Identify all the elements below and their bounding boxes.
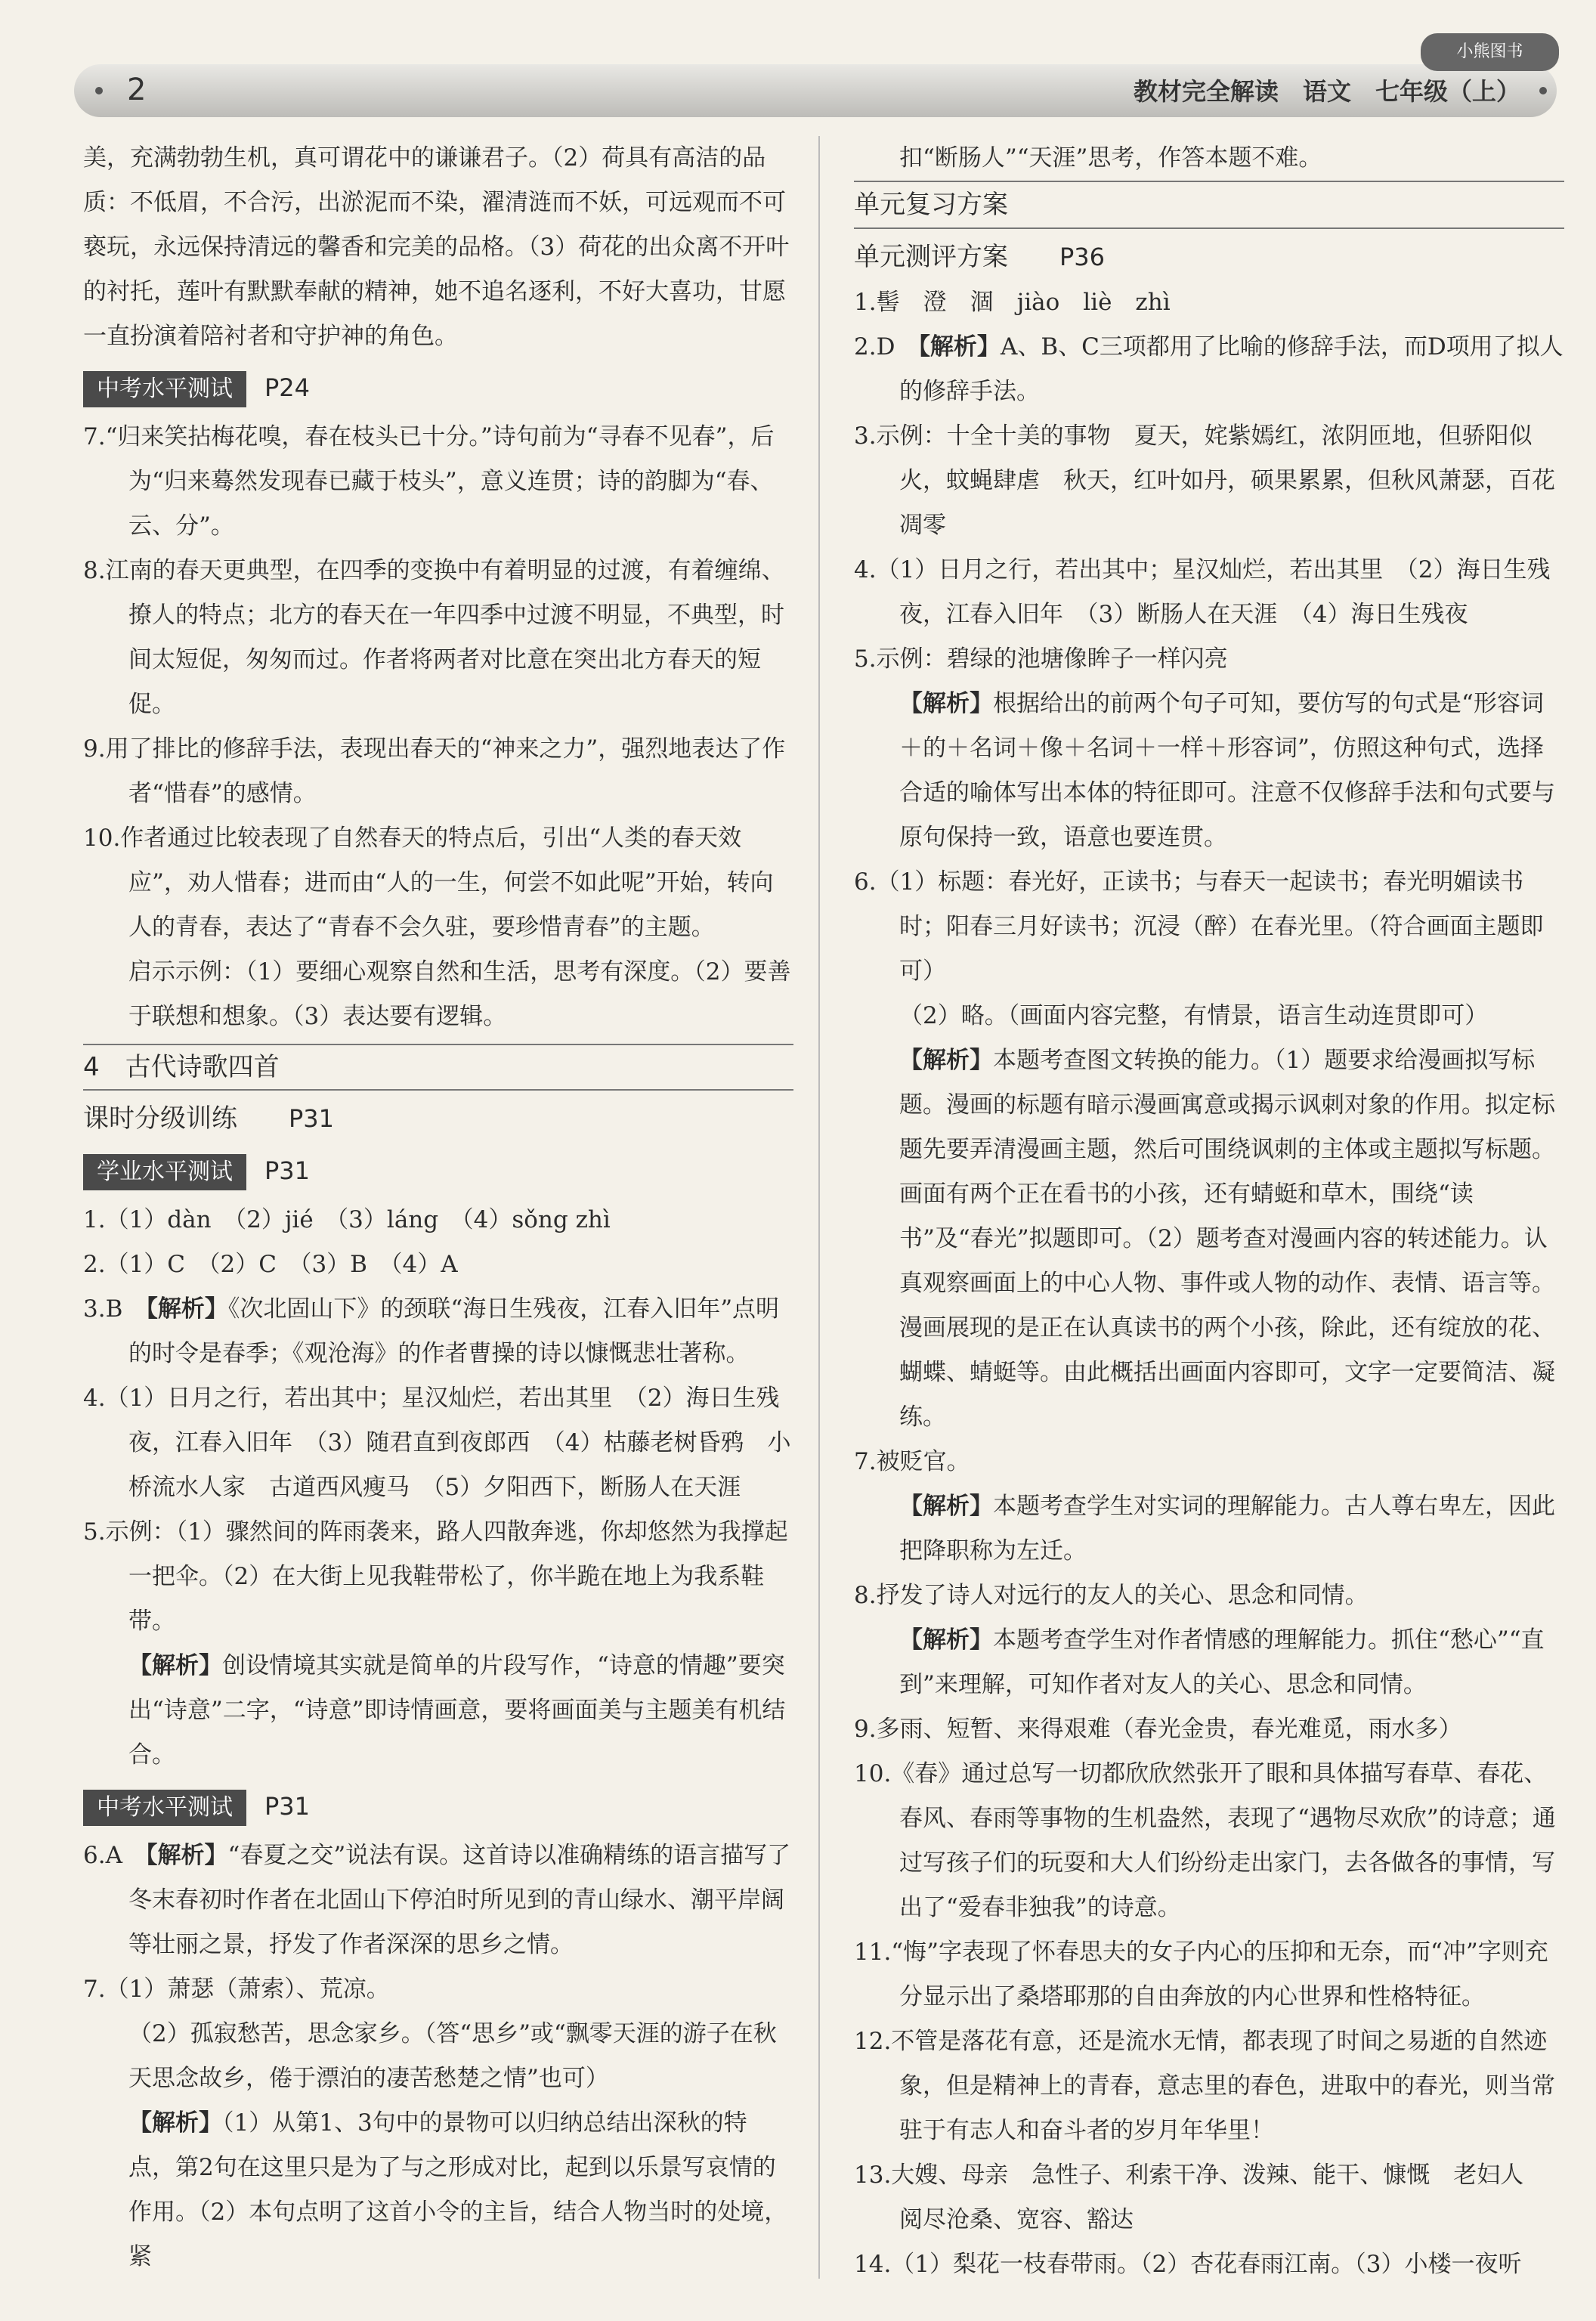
- analysis-paragraph: [83, 2101, 793, 2279]
- analysis-text: 创设情境其实就是简单的片段写作，“诗意的情趣”要突出“诗意”二字，“诗意”即诗情画意，要将画面美与主题美有机结合。: [128, 1652, 786, 1769]
- analysis-tag: 【解析】: [899, 1493, 993, 1520]
- unit-test-header: [854, 234, 1564, 280]
- lesson-title: 4 古代诗歌四首: [83, 1044, 793, 1091]
- analysis-paragraph: [83, 1644, 793, 1778]
- answer-item: 10.作者通过比较表现了自然春天的特点后，引出“人类的春天效应”，劝人惜春；进而由“人的一生，何尝不如此呢”开始，转向人的青春，表达了“青春不会久驻，要珍惜青春”的主题。: [83, 825, 774, 941]
- analysis-text: 本题考查学生对作者情感的理解能力。抓住“愁心”“直到”来理解，可知作者对友人的关心、思念和同情。: [899, 1626, 1545, 1698]
- analysis-text: 本题考查图文转换的能力。（1）题要求给漫画拟写标题。漫画的标题有暗示漫画寓意或揭示讽刺对象的作用。拟定标题先要弄清漫画主题，然后可围绕讽刺的主体或主题拟写标题。画面有两个正在看书的小孩，还有蜻蜓和草木，围绕“读书”及“春光”拟题即可。（2）题考查对漫画内容的转述能力。认真观察画面上的中心人物、事件或人物的动作、表情、语言等。漫画展现的是正在认真读书的两个小孩，除此，还有绽放的花、蝴蝶、蜻蜓等。由此概括出画面内容即可，文字一定要简洁、凝练。: [899, 1047, 1555, 1431]
- answer-item: 14.（1）梨花一枝春带雨。（2）杏花春雨江南。（3）小楼一夜听: [854, 2251, 1522, 2278]
- answer-item: 3.示例：十全十美的事物 夏天，姹紫嫣红，浓阴匝地，但骄阳似火，蚊蝇肆虐 秋天，红叶如丹，硕果累累，但秋风萧瑟，百花凋零: [854, 422, 1555, 539]
- analysis-tag: 【解析】: [128, 2109, 222, 2137]
- answer-continuation: （2）孤寂愁苦，思念家乡。（答“思乡”或“飘零天涯的游子在秋天思念故乡，倦于漂泊的凄苦愁楚之情”也可）: [128, 2020, 777, 2092]
- answer-item: 4.（1）日月之行，若出其中；星汉灿烂，若出其里 （2）海日生残夜，江春入旧年 （3）断肠人在天涯 （4）海日生残夜: [854, 556, 1551, 628]
- page-number: 2: [127, 73, 147, 107]
- column-divider: [818, 136, 820, 2279]
- analysis-text: 根据给出的前两个句子可知，要仿写的句式是“形容词＋的＋名词＋像＋名词＋一样＋形容词”，仿照这种句式，选择合适的喻体写出本体的特征即可。注意不仅修辞手法和句式要与原句保持一致，语意也要连贯。: [899, 690, 1555, 851]
- brand-logo: 小熊图书: [1421, 33, 1559, 71]
- section-page: P31: [264, 1792, 311, 1821]
- analysis-text: A、B、C三项都用了比喻的修辞手法，而D项用了拟人的修辞手法。: [899, 333, 1564, 405]
- section-header: [83, 365, 793, 410]
- analysis-tag: 【解析】: [128, 1652, 222, 1679]
- answer-head: 6.A: [83, 1842, 146, 1869]
- answer-continuation: 扣“断肠人”“天涯”思考，作答本题不难。: [899, 144, 1322, 172]
- answer-item: 2.（1）C （2）C （3）B （4）A: [83, 1251, 458, 1278]
- answer-item: 7.“归来笑拈梅花嗅，春在枝头已十分。”诗句前为“寻春不见春”，后为“归来蓦然发现春已藏于枝头”，意义连贯；诗的韵脚为“春、云、分”。: [83, 423, 775, 540]
- answer-item: 8.江南的春天更典型，在四季的变换中有着明显的过渡，有着缠绵、撩人的特点；北方的春天在一年四季中过渡不明显，不典型，时间太短促，匆匆而过。作者将两者对比意在突出北方春天的短促。: [83, 557, 785, 718]
- answer-continuation: （2）略。（画面内容完整，有情景，语言生动连贯即可）: [899, 1002, 1489, 1029]
- answer-item: 9.多雨、短暂、来得艰难（春光金贵，春光难觅，雨水多）: [854, 1716, 1462, 1743]
- analysis-text: 本题考查学生对实词的理解能力。古人尊右卑左，因此把降职称为左迁。: [899, 1493, 1555, 1564]
- analysis-paragraph: [854, 1618, 1564, 1707]
- analysis-paragraph: [854, 1038, 1564, 1440]
- answer-item: 1.髻 澄 涸 jiào liè zhì: [854, 289, 1171, 316]
- answer-item: 12.不管是落花有意，还是流水无情，都表现了时间之易逝的自然迹象，但是精神上的青春，意志里的春色，进取中的春光，则当常驻于有志人和奋斗者的岁月年华里！: [854, 2028, 1555, 2144]
- analysis-paragraph: [854, 682, 1564, 860]
- analysis-tag: 【解析】: [899, 1047, 993, 1074]
- training-label: 课时分级训练: [83, 1103, 237, 1134]
- intro-paragraph: 美，充满勃勃生机，真可谓花中的谦谦君子。（2）荷具有高洁的品质：不低眉，不合污，出淤泥而不染，濯清涟而不妖，可远观而不可亵玩，永远保持清远的馨香和完美的品格。（3）荷花的出众离不开叶的衬托，莲叶有默默奉献的精神，她不追名逐利，不好大喜功，甘愿一直扮演着陪衬者和守护神的角色。: [83, 144, 790, 350]
- answer-item: 7.被贬官。: [854, 1448, 970, 1475]
- answer-item: [83, 1287, 793, 1376]
- section-label: 中考水平测试: [83, 1790, 246, 1826]
- section-page: P24: [264, 373, 311, 402]
- unit-test-label: 单元测评方案: [854, 242, 1008, 272]
- section-label: 中考水平测试: [83, 371, 246, 407]
- unit-review-title: 单元复习方案: [854, 181, 1564, 229]
- analysis-tag: 【解析】: [918, 333, 1001, 361]
- answer-item: 5.示例：碧绿的池塘像眸子一样闪亮: [854, 645, 1228, 673]
- answer-item: 9.用了排比的修辞手法，表现出春天的“神来之力”，强烈地表达了作者“惜春”的感情。: [83, 735, 786, 807]
- training-header: [83, 1095, 793, 1142]
- analysis-text: （1）从第1、3句中的景物可以归纳总结出深秋的特点，第2句在这里只是为了与之形成对比，起到以乐景写哀情的作用。（2）本句点明了这首小令的主旨，结合人物当时的处境，紧: [128, 2109, 788, 2270]
- answer-item: 1.（1）dàn （2）jié （3）láng （4）sǒng zhì: [83, 1206, 611, 1233]
- analysis-tag: 【解析】: [899, 1626, 993, 1654]
- answer-head: 3.B: [83, 1295, 147, 1323]
- section-label: 学业水平测试: [83, 1154, 246, 1190]
- analysis-tag: 【解析】: [899, 690, 993, 717]
- left-column: [83, 136, 793, 2279]
- answer-item: 13.大嫂、母亲 急性子、利索干净、泼辣、能干、慷慨 老妇人 阅尽沧桑、宽容、豁达: [854, 2162, 1548, 2233]
- analysis-paragraph: [854, 1484, 1564, 1574]
- answer-item: 11.“悔”字表现了怀春思夫的女子内心的压抑和无奈，而“冲”字则充分显示出了桑塔耶那的自由奔放的内心世界和性格特征。: [854, 1939, 1548, 2010]
- answer-item: 5.示例：（1）骤然间的阵雨袭来，路人四散奔逃，你却悠然为我撑起一把伞。（2）在大街上见我鞋带松了，你半跪在地上为我系鞋带。: [83, 1518, 788, 1635]
- analysis-text: 《次北固山下》的颈联“海日生残夜，江春入旧年”点明的时令是春季；《观沧海》的作者曹操的诗以慷慨悲壮著称。: [128, 1295, 780, 1367]
- unit-test-page: P36: [1059, 243, 1106, 271]
- right-column: [854, 136, 1564, 2287]
- answer-head: 2.D: [854, 333, 919, 361]
- answer-continuation: 启示示例：（1）要细心观察自然和生活，思考有深度。（2）要善于联想和想象。（3）表达要有逻辑。: [128, 958, 791, 1030]
- analysis-tag: 【解析】: [146, 1295, 228, 1323]
- answer-item: [854, 325, 1564, 414]
- analysis-tag: 【解析】: [145, 1842, 228, 1869]
- answer-item: 10.《春》通过总写一切都欣欣然张开了眼和具体描写春草、春花、春风、春雨等事物的生机盎然，表现了“遇物尽欢欣”的诗意；通过写孩子们的玩耍和大人们纷纷走出家门，去各做各的事情，写出了“爱春非独我”的诗意。: [854, 1760, 1556, 1921]
- header-dot-left: [95, 87, 103, 94]
- answer-item: [83, 1834, 793, 1967]
- answer-item: 7.（1）萧瑟（萧索）、荒凉。: [83, 1976, 390, 2003]
- answer-item: 6.（1）标题：春光好，正读书；与春天一起读书；春光明媚读书时；阳春三月好读书；沉浸（醉）在春光里。（符合画面主题即可）: [854, 868, 1544, 985]
- book-title: 教材完全解读 语文 七年级（上）: [1133, 77, 1520, 106]
- training-page: P31: [289, 1104, 335, 1133]
- section-page: P31: [264, 1156, 311, 1185]
- section-header: [83, 1148, 793, 1193]
- section-header: [83, 1784, 793, 1829]
- analysis-text: “春夏之交”说法有误。这首诗以准确精练的语言描写了冬末春初时作者在北固山下停泊时所见到的青山绿水、潮平岸阔等壮丽之景，抒发了作者深深的思乡之情。: [128, 1842, 791, 1958]
- header-dot-right: [1539, 87, 1547, 94]
- answer-item: 4.（1）日月之行，若出其中；星汉灿烂，若出其里 （2）海日生残夜，江春入旧年 （3）随君直到夜郎西 （4）枯藤老树昏鸦 小桥流水人家 古道西风瘦马 （5）夕阳西下，断肠人在天涯: [83, 1385, 791, 1501]
- answer-item: 8.抒发了诗人对远行的友人的关心、思念和同情。: [854, 1582, 1369, 1609]
